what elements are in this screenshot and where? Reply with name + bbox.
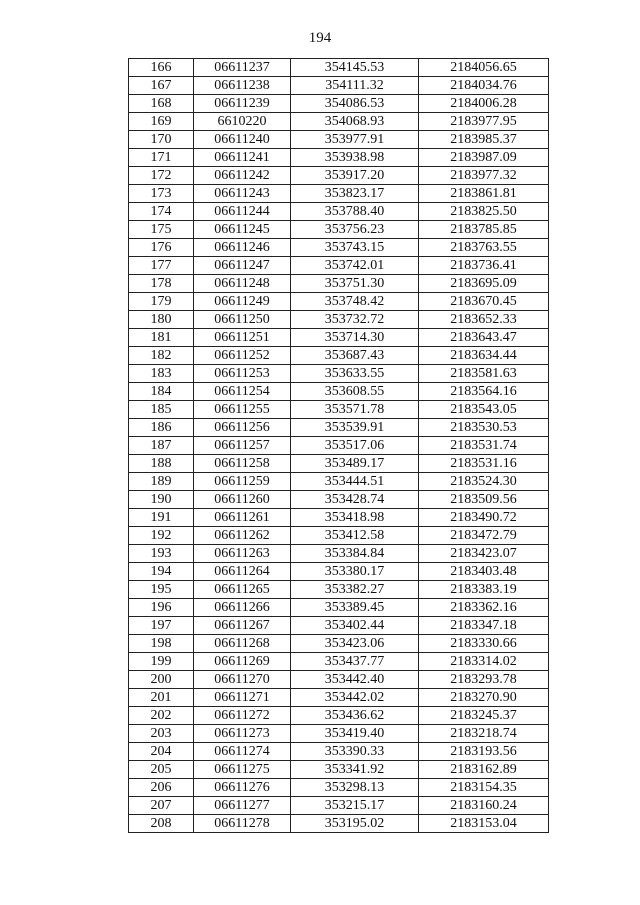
row-number-cell: 170: [129, 131, 194, 149]
table-row: [129, 725, 549, 743]
point-id-cell: 6610220: [194, 113, 291, 131]
row-number-cell: 187: [129, 437, 194, 455]
y-coordinate-cell: 2183987.09: [419, 149, 549, 167]
x-coordinate-cell: 353298.13: [291, 779, 419, 797]
table-row: [129, 653, 549, 671]
point-id-cell: 06611277: [194, 797, 291, 815]
point-id-cell: 06611276: [194, 779, 291, 797]
row-number-cell: 198: [129, 635, 194, 653]
point-id-cell: 06611261: [194, 509, 291, 527]
row-number-cell: 167: [129, 77, 194, 95]
y-coordinate-cell: 2183643.47: [419, 329, 549, 347]
row-number-cell: 178: [129, 275, 194, 293]
table-row: [129, 293, 549, 311]
page-number: 194: [308, 30, 332, 46]
point-id-cell: 06611256: [194, 419, 291, 437]
x-coordinate-cell: 353743.15: [291, 239, 419, 257]
row-number-cell: 186: [129, 419, 194, 437]
table-row: [129, 437, 549, 455]
y-coordinate-cell: 2183524.30: [419, 473, 549, 491]
x-coordinate-cell: 353442.02: [291, 689, 419, 707]
y-coordinate-cell: 2183581.63: [419, 365, 549, 383]
row-number-cell: 199: [129, 653, 194, 671]
row-number-cell: 194: [129, 563, 194, 581]
row-number-cell: 190: [129, 491, 194, 509]
x-coordinate-cell: 353341.92: [291, 761, 419, 779]
table-row: [129, 383, 549, 401]
table-row: [129, 707, 549, 725]
row-number-cell: 200: [129, 671, 194, 689]
table-row: [129, 77, 549, 95]
x-coordinate-cell: 353489.17: [291, 455, 419, 473]
table-row: [129, 59, 549, 77]
y-coordinate-cell: 2183564.16: [419, 383, 549, 401]
table-row: [129, 365, 549, 383]
point-id-cell: 06611263: [194, 545, 291, 563]
table-row: [129, 131, 549, 149]
table-row: [129, 509, 549, 527]
table-row: [129, 419, 549, 437]
table-row: [129, 203, 549, 221]
point-id-cell: 06611275: [194, 761, 291, 779]
row-number-cell: 204: [129, 743, 194, 761]
point-id-cell: 06611257: [194, 437, 291, 455]
point-id-cell: 06611255: [194, 401, 291, 419]
table-row: [129, 347, 549, 365]
row-number-cell: 168: [129, 95, 194, 113]
table-row: [129, 239, 549, 257]
row-number-cell: 207: [129, 797, 194, 815]
table-row: [129, 401, 549, 419]
x-coordinate-cell: 353384.84: [291, 545, 419, 563]
row-number-cell: 166: [129, 59, 194, 77]
row-number-cell: 184: [129, 383, 194, 401]
y-coordinate-cell: 2183330.66: [419, 635, 549, 653]
y-coordinate-cell: 2183785.85: [419, 221, 549, 239]
y-coordinate-cell: 2184006.28: [419, 95, 549, 113]
x-coordinate-cell: 353714.30: [291, 329, 419, 347]
point-id-cell: 06611265: [194, 581, 291, 599]
y-coordinate-cell: 2183218.74: [419, 725, 549, 743]
table-row: [129, 563, 549, 581]
row-number-cell: 169: [129, 113, 194, 131]
table-row: [129, 581, 549, 599]
x-coordinate-cell: 353428.74: [291, 491, 419, 509]
x-coordinate-cell: 353195.02: [291, 815, 419, 833]
y-coordinate-cell: 2183162.89: [419, 761, 549, 779]
point-id-cell: 06611266: [194, 599, 291, 617]
x-coordinate-cell: 354145.53: [291, 59, 419, 77]
point-id-cell: 06611244: [194, 203, 291, 221]
table-row: [129, 311, 549, 329]
point-id-cell: 06611247: [194, 257, 291, 275]
coordinates-table-body: [129, 59, 549, 833]
point-id-cell: 06611250: [194, 311, 291, 329]
row-number-cell: 201: [129, 689, 194, 707]
y-coordinate-cell: 2183270.90: [419, 689, 549, 707]
y-coordinate-cell: 2183245.37: [419, 707, 549, 725]
table-row: [129, 599, 549, 617]
point-id-cell: 06611248: [194, 275, 291, 293]
y-coordinate-cell: 2183509.56: [419, 491, 549, 509]
row-number-cell: 185: [129, 401, 194, 419]
row-number-cell: 176: [129, 239, 194, 257]
x-coordinate-cell: 353608.55: [291, 383, 419, 401]
row-number-cell: 174: [129, 203, 194, 221]
y-coordinate-cell: 2183153.04: [419, 815, 549, 833]
row-number-cell: 191: [129, 509, 194, 527]
y-coordinate-cell: 2183160.24: [419, 797, 549, 815]
point-id-cell: 06611271: [194, 689, 291, 707]
point-id-cell: 06611239: [194, 95, 291, 113]
y-coordinate-cell: 2184056.65: [419, 59, 549, 77]
row-number-cell: 206: [129, 779, 194, 797]
table-row: [129, 527, 549, 545]
y-coordinate-cell: 2183763.55: [419, 239, 549, 257]
table-row: [129, 761, 549, 779]
x-coordinate-cell: 353687.43: [291, 347, 419, 365]
point-id-cell: 06611267: [194, 617, 291, 635]
row-number-cell: 173: [129, 185, 194, 203]
row-number-cell: 179: [129, 293, 194, 311]
table-row: [129, 473, 549, 491]
point-id-cell: 06611278: [194, 815, 291, 833]
table-row: [129, 275, 549, 293]
point-id-cell: 06611246: [194, 239, 291, 257]
point-id-cell: 06611254: [194, 383, 291, 401]
point-id-cell: 06611273: [194, 725, 291, 743]
row-number-cell: 205: [129, 761, 194, 779]
table-row: [129, 689, 549, 707]
table-row: [129, 221, 549, 239]
row-number-cell: 181: [129, 329, 194, 347]
y-coordinate-cell: 2183977.95: [419, 113, 549, 131]
row-number-cell: 196: [129, 599, 194, 617]
row-number-cell: 188: [129, 455, 194, 473]
x-coordinate-cell: 353517.06: [291, 437, 419, 455]
point-id-cell: 06611252: [194, 347, 291, 365]
point-id-cell: 06611241: [194, 149, 291, 167]
y-coordinate-cell: 2183985.37: [419, 131, 549, 149]
y-coordinate-cell: 2183472.79: [419, 527, 549, 545]
x-coordinate-cell: 353748.42: [291, 293, 419, 311]
y-coordinate-cell: 2183670.45: [419, 293, 549, 311]
point-id-cell: 06611262: [194, 527, 291, 545]
table-row: [129, 149, 549, 167]
point-id-cell: 06611240: [194, 131, 291, 149]
row-number-cell: 183: [129, 365, 194, 383]
point-id-cell: 06611243: [194, 185, 291, 203]
row-number-cell: 208: [129, 815, 194, 833]
x-coordinate-cell: 353756.23: [291, 221, 419, 239]
row-number-cell: 193: [129, 545, 194, 563]
x-coordinate-cell: 353732.72: [291, 311, 419, 329]
row-number-cell: 192: [129, 527, 194, 545]
x-coordinate-cell: 353437.77: [291, 653, 419, 671]
y-coordinate-cell: 2183154.35: [419, 779, 549, 797]
y-coordinate-cell: 2184034.76: [419, 77, 549, 95]
point-id-cell: 06611249: [194, 293, 291, 311]
y-coordinate-cell: 2183383.19: [419, 581, 549, 599]
row-number-cell: 175: [129, 221, 194, 239]
table-row: [129, 257, 549, 275]
point-id-cell: 06611268: [194, 635, 291, 653]
x-coordinate-cell: 353788.40: [291, 203, 419, 221]
point-id-cell: 06611272: [194, 707, 291, 725]
x-coordinate-cell: 353633.55: [291, 365, 419, 383]
x-coordinate-cell: 353419.40: [291, 725, 419, 743]
x-coordinate-cell: 353412.58: [291, 527, 419, 545]
x-coordinate-cell: 353423.06: [291, 635, 419, 653]
point-id-cell: 06611251: [194, 329, 291, 347]
y-coordinate-cell: 2183362.16: [419, 599, 549, 617]
row-number-cell: 177: [129, 257, 194, 275]
x-coordinate-cell: 353442.40: [291, 671, 419, 689]
table-row: [129, 743, 549, 761]
y-coordinate-cell: 2183531.16: [419, 455, 549, 473]
point-id-cell: 06611253: [194, 365, 291, 383]
x-coordinate-cell: 353571.78: [291, 401, 419, 419]
x-coordinate-cell: 353977.91: [291, 131, 419, 149]
x-coordinate-cell: 353742.01: [291, 257, 419, 275]
point-id-cell: 06611270: [194, 671, 291, 689]
point-id-cell: 06611260: [194, 491, 291, 509]
table-row: [129, 167, 549, 185]
row-number-cell: 189: [129, 473, 194, 491]
table-row: [129, 797, 549, 815]
x-coordinate-cell: 353215.17: [291, 797, 419, 815]
x-coordinate-cell: 353380.17: [291, 563, 419, 581]
x-coordinate-cell: 353917.20: [291, 167, 419, 185]
table-row: [129, 95, 549, 113]
row-number-cell: 197: [129, 617, 194, 635]
point-id-cell: 06611237: [194, 59, 291, 77]
y-coordinate-cell: 2183736.41: [419, 257, 549, 275]
point-id-cell: 06611269: [194, 653, 291, 671]
y-coordinate-cell: 2183861.81: [419, 185, 549, 203]
x-coordinate-cell: 353418.98: [291, 509, 419, 527]
point-id-cell: 06611264: [194, 563, 291, 581]
y-coordinate-cell: 2183531.74: [419, 437, 549, 455]
point-id-cell: 06611274: [194, 743, 291, 761]
table-row: [129, 491, 549, 509]
x-coordinate-cell: 353390.33: [291, 743, 419, 761]
x-coordinate-cell: 353823.17: [291, 185, 419, 203]
x-coordinate-cell: 353436.62: [291, 707, 419, 725]
y-coordinate-cell: 2183490.72: [419, 509, 549, 527]
row-number-cell: 182: [129, 347, 194, 365]
point-id-cell: 06611258: [194, 455, 291, 473]
row-number-cell: 172: [129, 167, 194, 185]
row-number-cell: 202: [129, 707, 194, 725]
y-coordinate-cell: 2183403.48: [419, 563, 549, 581]
x-coordinate-cell: 353539.91: [291, 419, 419, 437]
row-number-cell: 171: [129, 149, 194, 167]
x-coordinate-cell: 353402.44: [291, 617, 419, 635]
y-coordinate-cell: 2183652.33: [419, 311, 549, 329]
x-coordinate-cell: 353751.30: [291, 275, 419, 293]
y-coordinate-cell: 2183543.05: [419, 401, 549, 419]
table-row: [129, 113, 549, 131]
x-coordinate-cell: 353938.98: [291, 149, 419, 167]
y-coordinate-cell: 2183977.32: [419, 167, 549, 185]
row-number-cell: 203: [129, 725, 194, 743]
point-id-cell: 06611259: [194, 473, 291, 491]
point-id-cell: 06611242: [194, 167, 291, 185]
point-id-cell: 06611238: [194, 77, 291, 95]
y-coordinate-cell: 2183314.02: [419, 653, 549, 671]
x-coordinate-cell: 353389.45: [291, 599, 419, 617]
y-coordinate-cell: 2183293.78: [419, 671, 549, 689]
table-row: [129, 185, 549, 203]
coordinates-table: [128, 58, 549, 833]
table-row: [129, 635, 549, 653]
table-row: [129, 815, 549, 833]
x-coordinate-cell: 353382.27: [291, 581, 419, 599]
table-row: [129, 617, 549, 635]
point-id-cell: 06611245: [194, 221, 291, 239]
table-row: [129, 455, 549, 473]
row-number-cell: 180: [129, 311, 194, 329]
table-row: [129, 779, 549, 797]
y-coordinate-cell: 2183347.18: [419, 617, 549, 635]
y-coordinate-cell: 2183423.07: [419, 545, 549, 563]
x-coordinate-cell: 353444.51: [291, 473, 419, 491]
row-number-cell: 195: [129, 581, 194, 599]
y-coordinate-cell: 2183825.50: [419, 203, 549, 221]
table-row: [129, 671, 549, 689]
y-coordinate-cell: 2183695.09: [419, 275, 549, 293]
x-coordinate-cell: 354086.53: [291, 95, 419, 113]
y-coordinate-cell: 2183193.56: [419, 743, 549, 761]
x-coordinate-cell: 354111.32: [291, 77, 419, 95]
table-row: [129, 545, 549, 563]
table-row: [129, 329, 549, 347]
y-coordinate-cell: 2183634.44: [419, 347, 549, 365]
x-coordinate-cell: 354068.93: [291, 113, 419, 131]
y-coordinate-cell: 2183530.53: [419, 419, 549, 437]
